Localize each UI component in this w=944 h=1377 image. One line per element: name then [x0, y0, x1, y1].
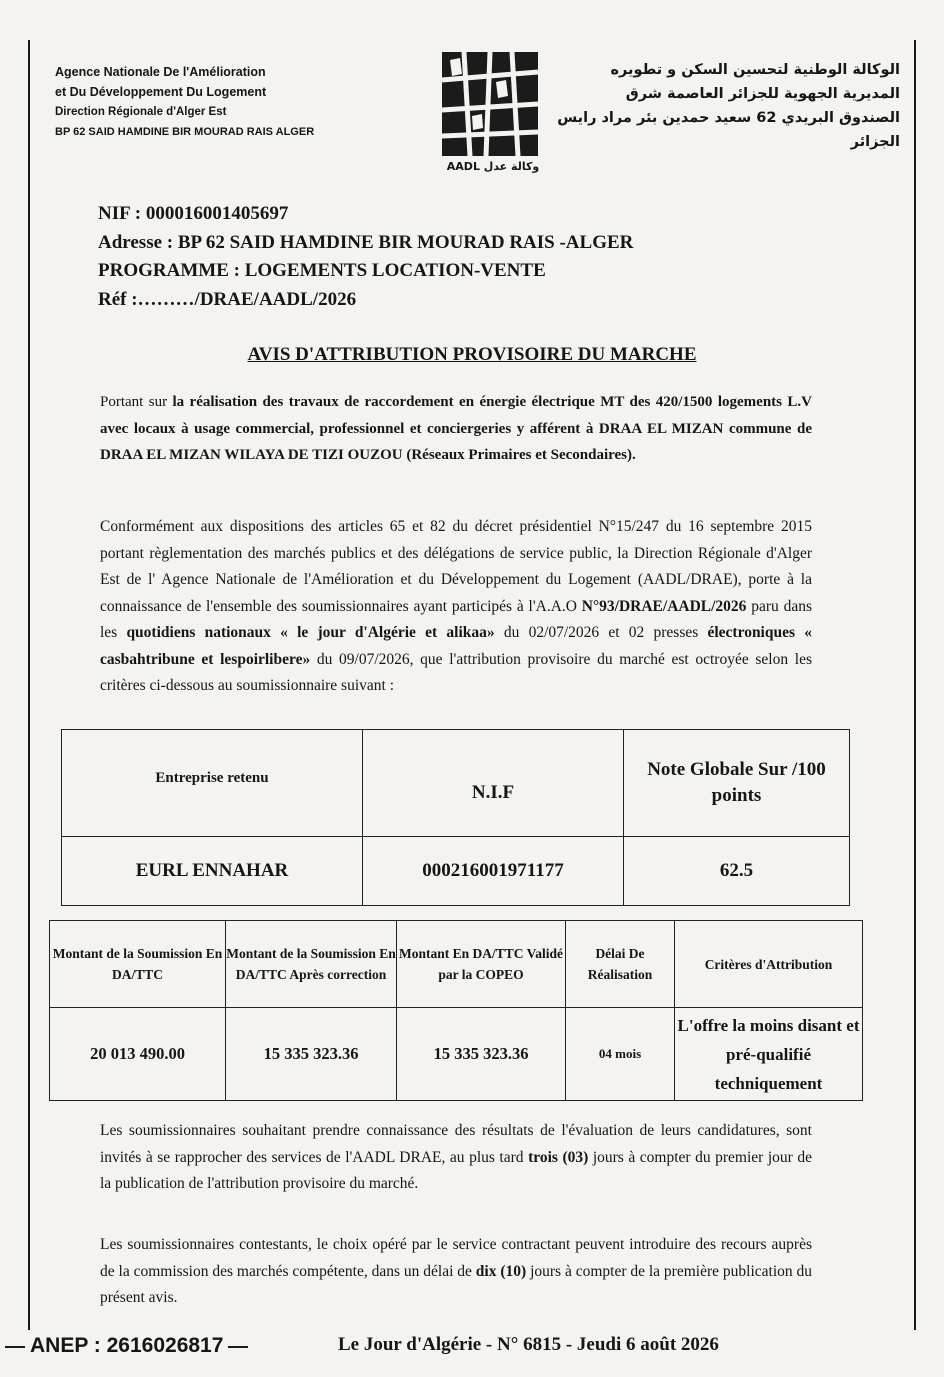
header-entreprise: Entreprise retenu — [62, 730, 363, 837]
header-right-block — [557, 58, 900, 154]
cell-montant-corrige: 15 335 323.36 — [226, 1008, 397, 1101]
awardee-table — [61, 729, 850, 906]
reference-line: Réf :………/DRAE/AADL/2026 — [98, 288, 357, 310]
header-right-line-4: الجزائر — [850, 134, 900, 150]
header-left-line-4: BP 62 SAID HAMDINE BIR MOURAD RAIS ALGER — [55, 126, 315, 138]
programme-line: PROGRAMME : LOGEMENTS LOCATION-VENTE — [98, 260, 546, 281]
appeal-text-1: Les soumissionnaires contestants, le choix opéré par le service contractant peuvent introduire des recours auprès de la commission des marchés compétente, dans un délai de — [100, 1236, 812, 1280]
aao-number: N°93/DRAE/AADL/2026 — [581, 597, 747, 615]
nif-line: NIF : 000016001405697 — [98, 203, 289, 224]
subject-body: la réalisation des travaux de raccordement en énergie électrique MT des 420/1500 logements L.V avec locaux à usage commercial, professionnel et conciergeries y afférent à DRAA EL MIZAN commune de DRAA EL MIZAN WILAYA DE TIZI OUZOU (Réseaux Primaires et Secondaires). — [100, 394, 812, 463]
document-title-text: AVIS D'ATTRIBUTION PROVISOIRE DU MARCHE — [247, 344, 697, 365]
header-montant-soumission: Montant de la Soumission En DA/TTC — [50, 921, 226, 1008]
publication-line: Le Jour d'Algérie - N° 6815 - Jeudi 6 août 2026 — [338, 1334, 719, 1355]
legal-text-3: du 02/07/2026 et 02 presses — [494, 624, 708, 641]
cell-delai: 04 mois — [566, 1008, 675, 1101]
awardee-table-header — [62, 730, 850, 837]
header-criteres: Critères d'Attribution — [675, 921, 863, 1008]
paragraph-appeal — [100, 1232, 812, 1312]
appeal-text-2: jours à compter de la première publication du présent avis. — [100, 1262, 813, 1306]
header-delai: Délai De Réalisation — [566, 921, 675, 1008]
cell-entreprise: EURL ENNAHAR — [62, 837, 363, 906]
document-title — [0, 344, 944, 366]
header-right-line-2: المديرية الجهوية للجزائر العاصمة شرق — [625, 86, 900, 102]
header-left-line-3: Direction Régionale d'Alger Est — [55, 106, 227, 118]
header-left-line-1: Agence Nationale De l'Amélioration — [55, 65, 266, 79]
cell-nif: 000216001971177 — [363, 837, 624, 906]
header-montant-corrige: Montant de la Soumission En DA/TTC Après correction — [226, 921, 397, 1008]
header-left-block — [55, 62, 405, 142]
footer — [0, 1330, 944, 1370]
aadl-logo-mark-icon — [442, 52, 538, 156]
cell-criteres: L'offre la moins disant et pré-qualifié techniquement — [675, 1008, 863, 1101]
legal-text-4: du 09/07/2026, que l'attribution provisoire du marché est octroyée selon les critères ci-dessous au soumissionnaire suivant : — [100, 650, 812, 694]
appeal-days: dix (10) — [475, 1262, 527, 1280]
table-row — [50, 1008, 863, 1101]
aadl-logo — [438, 52, 548, 182]
legal-text-1: Conformément aux dispositions des articles 65 et 82 du décret présidentiel N°15/247 du 16 septembre 2015 portant règlementation des marchés publics et des délégations de service public, la Direction Régionale d'Alger Est de l' Agence Nationale de l'Amélioration et du Développement du Logement (AADL/DRAE), porte à la connaissance de l'ensemble des soumissionnaires ayant participés à l'A.A.O — [100, 518, 812, 615]
header-right-line-1: الوكالة الوطنية لتحسين السكن و تطويره — [610, 62, 900, 78]
header-nif: N.I.F — [363, 730, 624, 837]
paragraph-subject — [100, 389, 812, 469]
consultation-days: trois (03) — [528, 1148, 589, 1166]
header-note: Note Globale Sur /100 points — [624, 730, 850, 837]
logo-caption: AADL وكالة عدل — [446, 160, 540, 173]
anep-number: ANEP : 2616026817 — [30, 1334, 224, 1357]
footer-rule-right — [228, 1346, 248, 1348]
paragraph-legal-basis — [100, 514, 812, 700]
table-row — [62, 837, 850, 906]
newspapers: quotidiens nationaux « le jour d'Algérie et alikaa» — [126, 624, 495, 641]
address-line: Adresse : BP 62 SAID HAMDINE BIR MOURAD RAIS -ALGER — [98, 231, 634, 253]
header-right-line-3: الصندوق البريدي 62 سعيد حمدين بئر مراد رايس — [557, 110, 900, 126]
consultation-text-1: Les soumissionnaires souhaitant prendre connaissance des résultats de l'évaluation de leurs candidatures, sont invités à se rapprocher des services de l'AADL DRAE, au plus tard — [100, 1122, 812, 1166]
electronic-press: électroniques « casbahtribune et lespoirlibere» — [100, 624, 812, 668]
consultation-text-2: jours à compter du premier jour de la publication de l'attribution provisoire du marché. — [100, 1148, 812, 1192]
legal-text-2: paru dans les — [100, 597, 812, 641]
subject-lead: Portant sur — [100, 394, 173, 410]
amounts-table-header — [50, 921, 863, 1008]
header-montant-valide: Montant En DA/TTC Validé par la COPEO — [397, 921, 566, 1008]
header-left-line-2: et Du Développement Du Logement — [55, 85, 267, 99]
amounts-table — [49, 920, 863, 1101]
cell-note: 62.5 — [624, 837, 850, 906]
footer-rule-left — [5, 1346, 25, 1348]
reference-block — [98, 200, 633, 314]
cell-montant-soumission: 20 013 490.00 — [50, 1008, 226, 1101]
paragraph-consultation — [100, 1118, 812, 1198]
cell-montant-valide: 15 335 323.36 — [397, 1008, 566, 1101]
